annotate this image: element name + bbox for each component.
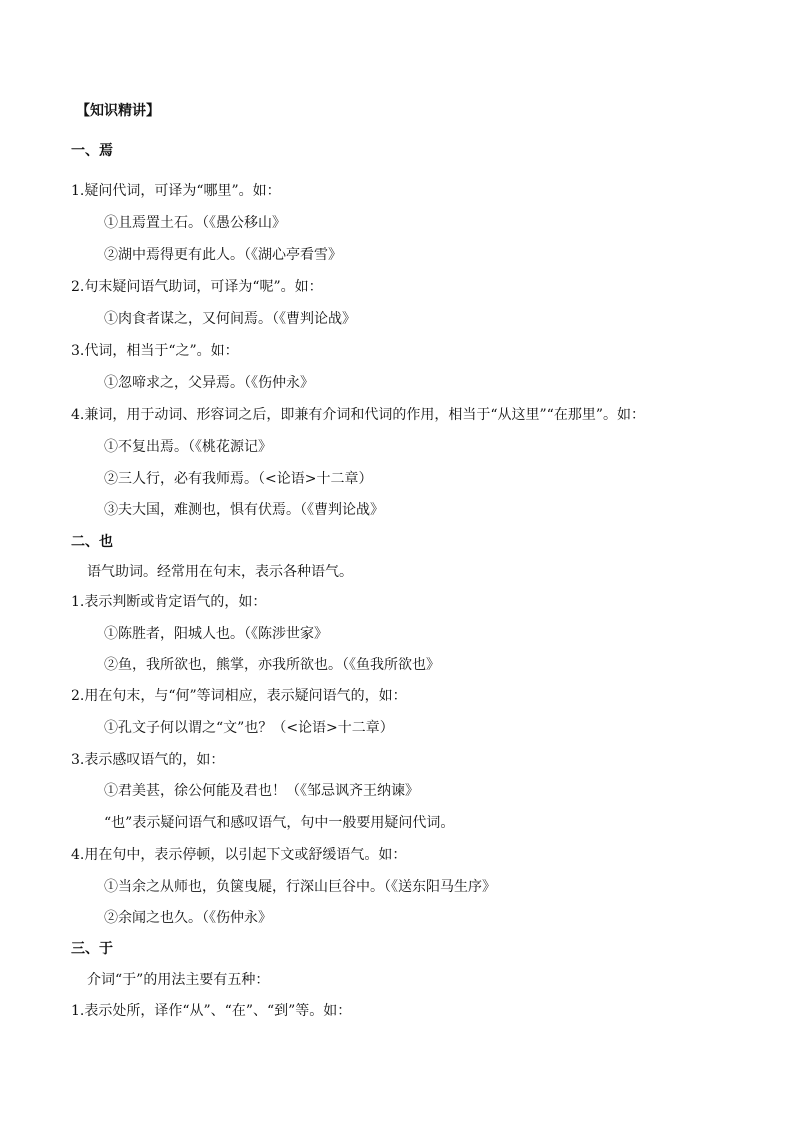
section-1-example-4: ①忽啼求之，父异焉。（《伤仲永》 [104,375,314,391]
section-2-example-5: ①当余之从师也，负箧曳屣，行深山巨谷中。（《送东阳马生序》 [104,879,496,895]
section-2-example-4: ①君美甚，徐公何能及君也！（《邹忌讽齐王纳谏》 [104,783,419,799]
section-2-note: “也”表示疑问语气和感叹语气，句中一般要用疑问代词。 [104,815,455,831]
section-2-point-3: 3.表示感叹语气的，如： [71,752,225,768]
section-1-point-4: 4.兼词，用于动词、形容词之后，即兼有介词和代词的作用，相当于“从这里”“在那里”。如： [71,407,645,423]
section-2-example-2: ②鱼，我所欲也，熊掌，亦我所欲也。（《鱼我所欲也》 [104,657,440,673]
section-1-point-2: 2.句末疑问语气助词，可译为“呢”。如： [71,279,323,295]
section-1-point-3: 3.代词，相当于“之”。如： [71,343,239,359]
section-3-intro: 介词“于”的用法主要有五种： [87,972,270,988]
section-2-point-2: 2.用在句末，与“何”等词相应，表示疑问语气的，如： [71,688,407,704]
section-2-point-1: 1.表示判断或肯定语气的，如： [71,594,267,610]
section-2-example-1: ①陈胜者，阳城人也。（《陈涉世家》 [104,626,328,642]
section-1-point-1: 1.疑问代词，可译为“哪里”。如： [71,183,281,199]
section-2-example-6: ②余闻之也久。（《伤仲永》 [104,910,272,926]
section-1-example-3: ①肉食者谋之，又何间焉。（《曹判论战》 [104,311,356,327]
section-3-title: 三、于 [71,941,113,957]
section-1-example-6: ②三人行，必有我师焉。（<论语>十二章） [104,471,373,487]
section-2-title: 二、也 [71,534,113,550]
section-heading: 【知识精讲】 [76,103,160,119]
section-2-example-3: ①孔文子何以谓之“文”也？（<论语>十二章） [104,720,394,736]
section-1-example-5: ①不复出焉。（《桃花源记》 [104,439,272,455]
section-3-point-1: 1.表示处所，译作“从”、“在”、“到”等。如： [71,1003,352,1019]
section-1-example-7: ③夫大国，难测也，惧有伏焉。（《曹判论战》 [104,502,384,518]
section-1-example-1: ①且焉置土石。（《愚公移山》 [104,215,286,231]
section-1-example-2: ②湖中焉得更有此人。（《湖心亭看雪》 [104,247,342,263]
section-2-intro: 语气助词。经常用在句末，表示各种语气。 [87,564,353,580]
section-2-point-4: 4.用在句中，表示停顿，以引起下文或舒缓语气。如： [71,847,407,863]
section-1-title: 一、焉 [71,143,113,159]
